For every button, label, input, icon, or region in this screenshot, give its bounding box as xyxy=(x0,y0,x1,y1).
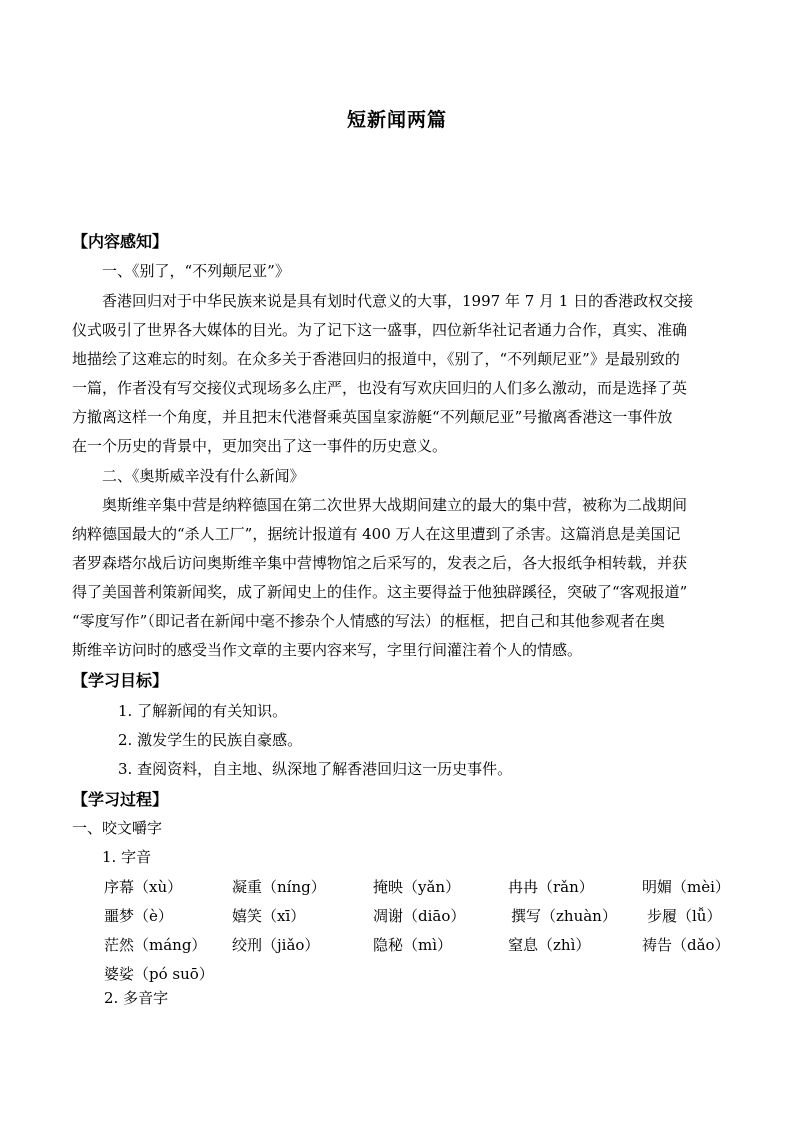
section-heading-process: 【学习过程】 xyxy=(72,790,169,809)
paragraph-line: 在一个历史的背景中，更加突出了这一事件的历史意义。 xyxy=(72,437,448,455)
word-item: 婆娑（pó suō） xyxy=(104,965,214,983)
word-item: 凋谢（diāo） xyxy=(373,907,466,925)
word-item: 祷告（dǎo） xyxy=(642,936,730,954)
paragraph-line: 者罗森塔尔战后访问奥斯维辛集中营博物馆之后采写的，发表之后，各大报纸争相转载，并获 xyxy=(72,554,688,572)
paragraph-line: 斯维辛访问时的感受当作文章的主要内容来写，字里行间灌注着个人的情感。 xyxy=(72,641,583,659)
word-item: 噩梦（è） xyxy=(104,907,173,925)
word-item: 掩映（yǎn） xyxy=(373,878,461,896)
word-item: 绞刑（jiǎo） xyxy=(232,936,320,954)
sub-heading-polyphone: 2. 多音字 xyxy=(104,989,169,1007)
list-item: 3. 查阅资料，自主地、纵深地了解香港回归这一历史事件。 xyxy=(118,760,513,778)
paragraph-line: 仪式吸引了世界各大媒体的目光。为了记下这一盛事，四位新华社记者通力合作，真实、准确 xyxy=(72,321,688,339)
section-heading-goals: 【学习目标】 xyxy=(72,671,169,690)
word-item: 步履（lǚ） xyxy=(647,907,722,925)
word-item: 凝重（níng） xyxy=(232,878,326,896)
word-item: 窒息（zhì） xyxy=(508,936,591,954)
word-item: 隐秘（mì） xyxy=(373,936,453,954)
paragraph-line: 纳粹德国最大的“杀人工厂”，据统计报道有 400 万人在这里遭到了杀害。这篇消息是美国记 xyxy=(72,525,681,543)
paragraph-line: 奥斯维辛集中营是纳粹德国在第二次世界大战期间建立的最大的集中营，被称为二战期间 xyxy=(102,496,688,514)
subheading-article-2: 二、《奥斯威辛没有什么新闻》 xyxy=(102,467,305,485)
word-item: 冉冉（rǎn） xyxy=(508,878,594,896)
section-heading-content: 【内容感知】 xyxy=(72,232,169,251)
word-item: 茫然（máng） xyxy=(104,936,207,954)
word-item: 序幕（xù） xyxy=(104,878,183,896)
paragraph-line: 一篇，作者没有写交接仪式现场多么庄严，也没有写欢庆回归的人们多么激动，而是选择了英 xyxy=(72,379,688,397)
word-item: 撰写（zhuàn） xyxy=(511,907,617,925)
word-item: 嬉笑（xī） xyxy=(232,907,306,925)
paragraph-line: 香港回归对于中华民族来说是具有划时代意义的大事，1997 年 7 月 1 日的香港政权交接 xyxy=(102,292,694,310)
list-item: 2. 激发学生的民族自豪感。 xyxy=(118,731,303,749)
subheading-article-1: 一、《别了，“不列颠尼亚”》 xyxy=(102,262,290,280)
sub-heading-pronunciation: 1. 字音 xyxy=(102,848,152,866)
paragraph-line: “零度写作”（即记者在新闻中毫不掺杂个人情感的写法）的框框，把自己和其他参观者在奥 xyxy=(72,612,665,630)
paragraph-line: 得了美国普利策新闻奖，成了新闻史上的佳作。这主要得益于他独辟蹊径，突破了“客观报道” xyxy=(72,583,688,601)
word-item: 明媚（mèi） xyxy=(642,878,730,896)
paragraph-line: 地描绘了这难忘的时刻。在众多关于香港回归的报道中，《别了，“不列颠尼亚”》是最别致的 xyxy=(72,350,680,368)
page-title: 短新闻两篇 xyxy=(346,109,447,131)
list-item: 1. 了解新闻的有关知识。 xyxy=(118,702,288,720)
paragraph-line: 方撤离这样一个角度，并且把末代港督乘英国皇家游艇“不列颠尼亚”号撤离香港这一事件放 xyxy=(72,408,673,426)
part-heading: 一、咬文嚼字 xyxy=(72,819,163,837)
